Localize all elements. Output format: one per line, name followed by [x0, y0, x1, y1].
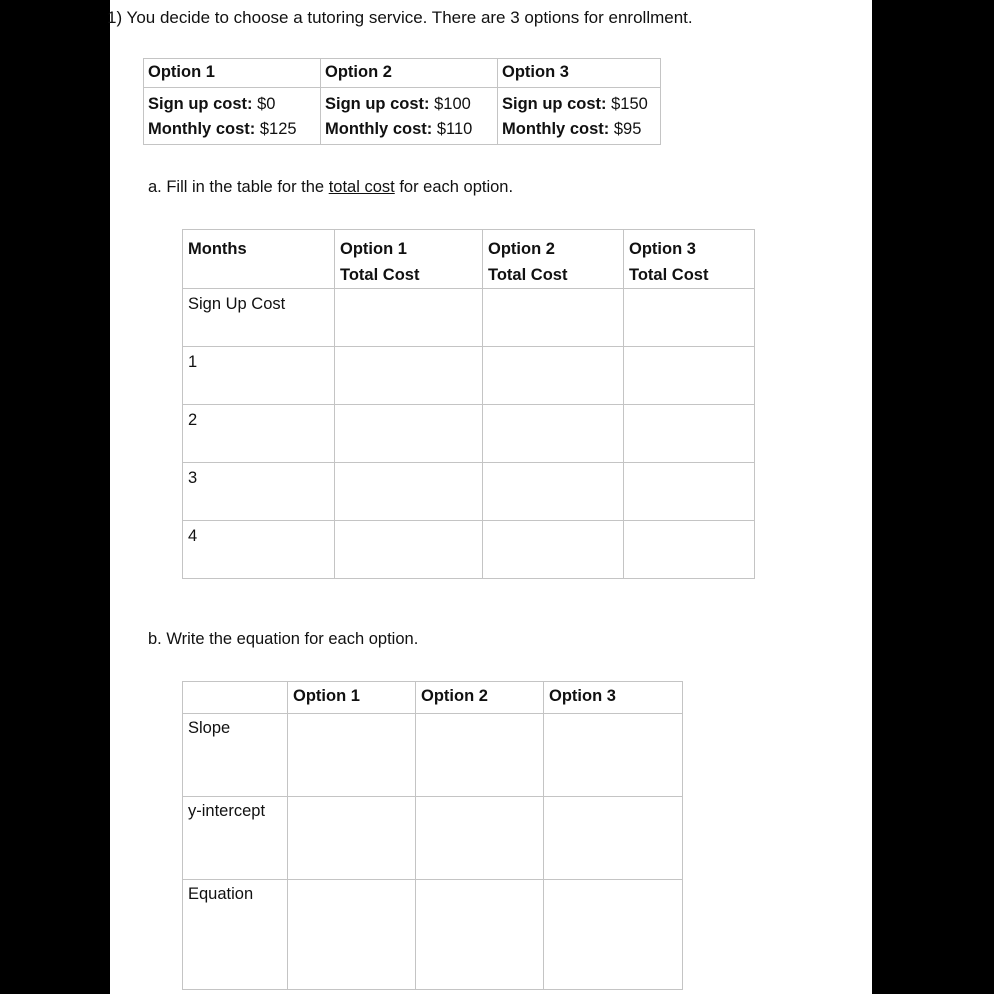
answer-cell[interactable]	[483, 347, 624, 405]
option-1-costs	[144, 88, 321, 145]
option-2-costs	[321, 88, 498, 145]
monthly-value: $95	[613, 120, 642, 138]
answer-cell[interactable]	[624, 347, 755, 405]
options-table	[143, 58, 661, 145]
answer-cell[interactable]	[288, 880, 416, 990]
table-row	[183, 521, 755, 579]
row-label: 1	[183, 347, 335, 405]
answer-cell[interactable]	[544, 797, 683, 880]
signup-value: $100	[434, 95, 471, 113]
option-2-total-header: Option 2 Total Cost	[483, 230, 624, 289]
answer-cell[interactable]	[335, 405, 483, 463]
answer-cell[interactable]	[483, 289, 624, 347]
monthly-value: $125	[259, 120, 297, 138]
part-a-prefix: a. Fill in the table for the	[148, 178, 329, 196]
answer-cell[interactable]	[335, 521, 483, 579]
part-a-instruction	[148, 178, 513, 197]
table-row	[183, 714, 683, 797]
row-label: Equation	[183, 880, 288, 990]
table-row	[183, 797, 683, 880]
monthly-label: Monthly cost:	[325, 120, 433, 138]
row-label: 2	[183, 405, 335, 463]
answer-cell[interactable]	[624, 521, 755, 579]
option-1-total-header: Option 1 Total Cost	[335, 230, 483, 289]
row-label: 4	[183, 521, 335, 579]
signup-value: $0	[257, 95, 276, 113]
part-a-suffix: for each option.	[394, 178, 514, 196]
worksheet-page	[107, 0, 872, 994]
option-2-header: Option 2	[416, 682, 544, 714]
table-row	[183, 463, 755, 521]
option-3-total-header: Option 3 Total Cost	[624, 230, 755, 289]
part-a-underlined: total cost	[328, 178, 395, 196]
answer-cell[interactable]	[416, 714, 544, 797]
option-2-header: Option 2	[321, 59, 498, 88]
answer-cell[interactable]	[335, 289, 483, 347]
table-row	[183, 289, 755, 347]
option-3-costs	[498, 88, 661, 145]
option-3-header: Option 3	[498, 59, 661, 88]
table-row	[183, 405, 755, 463]
option-1-header: Option 1	[144, 59, 321, 88]
signup-value: $150	[611, 95, 648, 113]
part-b-instruction: b. Write the equation for each option.	[148, 630, 419, 648]
row-label: Slope	[183, 714, 288, 797]
answer-cell[interactable]	[335, 463, 483, 521]
option-3-header: Option 3	[544, 682, 683, 714]
months-header: Months	[183, 230, 335, 289]
equation-table	[182, 681, 683, 990]
answer-cell[interactable]	[624, 405, 755, 463]
answer-cell[interactable]	[335, 347, 483, 405]
answer-cell[interactable]	[544, 880, 683, 990]
monthly-label: Monthly cost:	[502, 120, 610, 138]
table-row	[183, 347, 755, 405]
row-label: 3	[183, 463, 335, 521]
signup-label: Sign up cost:	[502, 95, 607, 113]
monthly-label: Monthly cost:	[148, 120, 256, 138]
answer-cell[interactable]	[624, 463, 755, 521]
row-label: Sign Up Cost	[183, 289, 335, 347]
answer-cell[interactable]	[416, 797, 544, 880]
option-1-header: Option 1	[288, 682, 416, 714]
answer-cell[interactable]	[416, 880, 544, 990]
signup-label: Sign up cost:	[325, 95, 430, 113]
total-cost-table	[182, 229, 755, 579]
answer-cell[interactable]	[288, 714, 416, 797]
answer-cell[interactable]	[483, 405, 624, 463]
monthly-value: $110	[436, 120, 473, 138]
answer-cell[interactable]	[483, 521, 624, 579]
row-label: y-intercept	[183, 797, 288, 880]
question-number: 1)	[107, 8, 123, 27]
answer-cell[interactable]	[288, 797, 416, 880]
empty-header	[183, 682, 288, 714]
answer-cell[interactable]	[544, 714, 683, 797]
signup-label: Sign up cost:	[148, 95, 253, 113]
answer-cell[interactable]	[483, 463, 624, 521]
question-title	[107, 8, 693, 28]
table-row	[183, 880, 683, 990]
answer-cell[interactable]	[624, 289, 755, 347]
question-text: You decide to choose a tutoring service. There are 3 options for enrollment.	[126, 8, 693, 27]
